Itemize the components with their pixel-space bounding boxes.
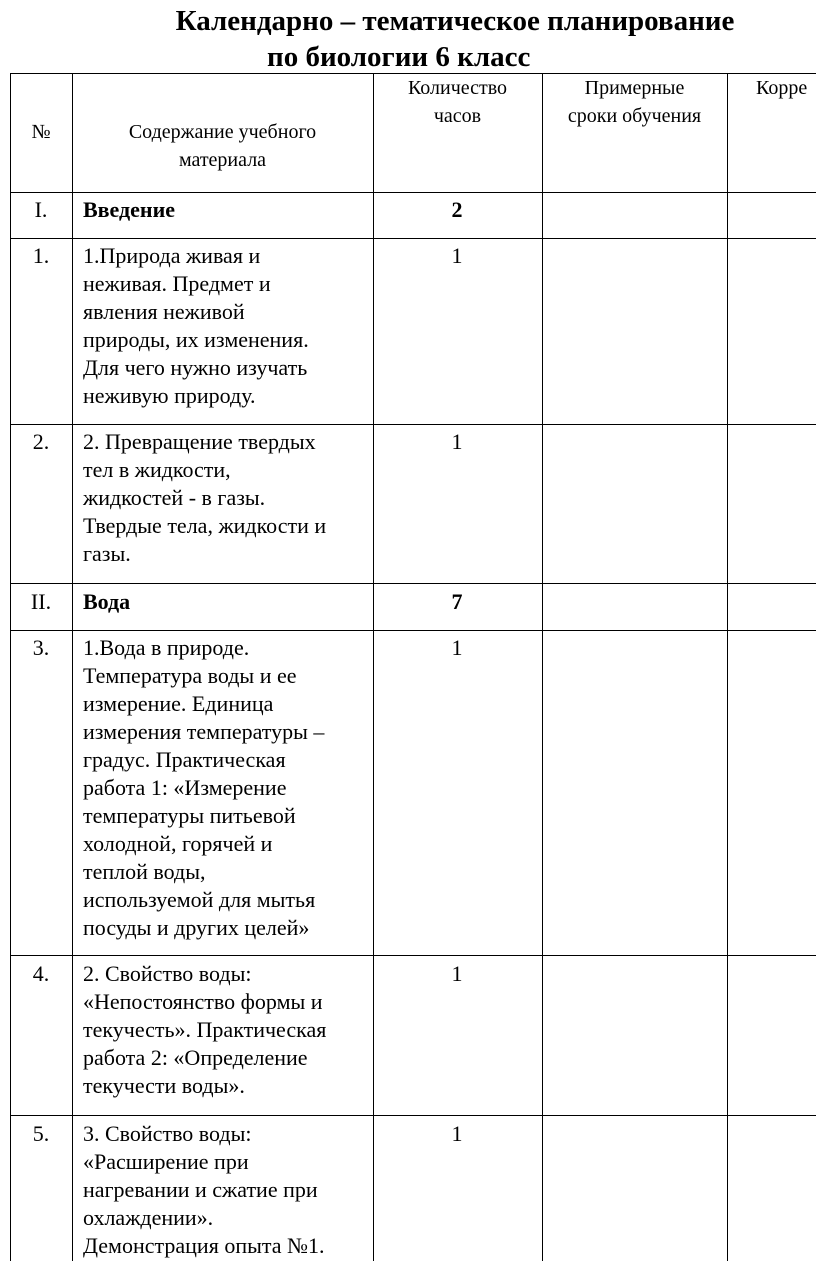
- row-content: 3. Свойство воды: «Расширение при нагревании и сжатие при охлаждении». Демонстрация опыта №1.: [83, 1121, 325, 1258]
- table-row-divider: [10, 424, 816, 425]
- header-dates: Примерные сроки обучения: [567, 77, 702, 127]
- table-column-border: [727, 73, 728, 1261]
- row-hours: 1: [451, 1121, 463, 1146]
- table-row-divider: [10, 955, 816, 956]
- row-hours: 7: [451, 589, 463, 614]
- row-number: 2.: [32, 429, 50, 454]
- header-correction: Корре: [756, 77, 808, 99]
- row-hours: 1: [451, 243, 463, 268]
- row-number: 4.: [32, 961, 50, 986]
- table-row-divider: [10, 630, 816, 631]
- row-number: 1.: [32, 243, 50, 268]
- row-number: II.: [30, 589, 52, 614]
- table-column-border: [72, 73, 73, 1261]
- row-hours: 1: [451, 429, 463, 454]
- row-number: I.: [34, 197, 48, 222]
- row-content: 1.Природа живая и неживая. Предмет и явления неживой природы, их изменения. Для чего нужно изучать неживую природу.: [83, 243, 309, 408]
- header-hours: Количество часов: [407, 77, 508, 127]
- row-content: 1.Вода в природе. Температура воды и ее измерение. Единица измерения температуры – градус. Практическая работа 1: «Измерение температуры питьевой холодной, горячей и теплой воды, используемой для мытья посуды и других целей»: [83, 635, 325, 940]
- row-number: 3.: [32, 635, 50, 660]
- row-hours: 1: [451, 635, 463, 660]
- row-hours: 1: [451, 961, 463, 986]
- header-number: №: [31, 121, 51, 143]
- row-content: 2. Свойство воды: «Непостоянство формы и текучесть». Практическая работа 2: «Определение текучести воды».: [83, 961, 327, 1098]
- section-title: Введение: [83, 197, 176, 222]
- table-row-divider: [10, 238, 816, 239]
- header-content: Содержание учебного материала: [128, 121, 317, 171]
- table-row-divider: [10, 192, 816, 193]
- row-number: 5.: [32, 1121, 50, 1146]
- document-title-line-2-text: по биологии 6 класс: [267, 41, 531, 73]
- section-title: Вода: [83, 589, 131, 614]
- document-title-line-1: Календарно – тематическое планирование: [175, 5, 735, 37]
- table-row-divider: [10, 583, 816, 584]
- table-column-border: [542, 73, 543, 1261]
- row-hours: 2: [451, 197, 463, 222]
- row-content: 2. Превращение твердых тел в жидкости, жидкостей - в газы. Твердые тела, жидкости и газы.: [83, 429, 327, 566]
- table-row-divider: [10, 1115, 816, 1116]
